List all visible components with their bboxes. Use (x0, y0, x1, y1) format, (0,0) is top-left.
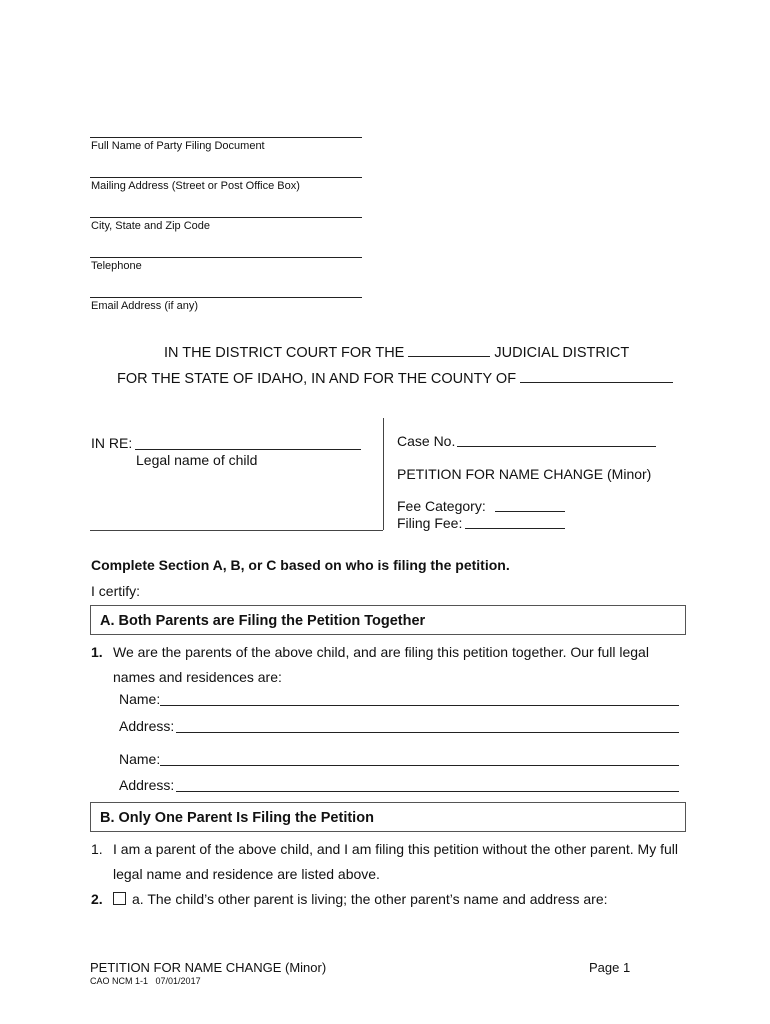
parent-2-name-line[interactable] (160, 765, 679, 766)
other-parent-living-checkbox[interactable] (113, 892, 126, 905)
court-line-1-prefix: IN THE DISTRICT COURT FOR THE (164, 345, 405, 361)
mailing-address-label: Mailing Address (Street or Post Office Box) (91, 180, 300, 192)
filing-fee-line[interactable] (465, 528, 565, 529)
county-blank[interactable] (520, 382, 673, 383)
parent-2-address-label: Address: (119, 777, 175, 793)
footer-title: PETITION FOR NAME CHANGE (Minor) (90, 960, 327, 975)
child-name-label: Legal name of child (136, 452, 258, 468)
section-a-item-line-1: We are the parents of the above child, and are filing this petition together. Our full legal (113, 644, 649, 660)
parent-2-name-label: Name: (119, 751, 161, 767)
section-b-item-2-number: 2. (91, 891, 103, 907)
section-b-item-1-number: 1. (91, 841, 103, 857)
filing-fee-label: Filing Fee: (397, 515, 463, 531)
court-line-1 (164, 345, 629, 361)
telephone-line[interactable] (90, 257, 362, 258)
full-name-line[interactable] (90, 137, 362, 138)
email-line[interactable] (90, 297, 362, 298)
mailing-address-line[interactable] (90, 177, 362, 178)
footer-form-code: CAO NCM 1-1 (90, 976, 149, 986)
parent-1-address-line[interactable] (176, 732, 679, 733)
telephone-label: Telephone (91, 260, 142, 272)
footer-form-id (90, 976, 201, 986)
case-no-line[interactable] (457, 446, 656, 447)
parent-1-name-line[interactable] (160, 705, 679, 706)
court-line-2 (117, 371, 673, 387)
section-b-item-1-line-2: legal name and residence are listed above. (113, 866, 380, 882)
child-name-line[interactable] (135, 449, 361, 450)
section-b-item-1-line-1: I am a parent of the above child, and I am filing this petition without the other parent. My full (113, 841, 678, 857)
section-a-item-line-2: names and residences are: (113, 669, 282, 685)
district-number-blank[interactable] (408, 356, 490, 357)
court-line-1-suffix: JUDICIAL DISTRICT (494, 345, 630, 361)
instructions-heading: Complete Section A, B, or C based on who is filing the petition. (91, 557, 510, 573)
section-a-header (90, 605, 686, 635)
doc-title: PETITION FOR NAME CHANGE (Minor) (397, 466, 652, 482)
caption-divider (383, 418, 384, 530)
city-label: City, State and Zip Code (91, 220, 211, 232)
email-label: Email Address (if any) (91, 300, 198, 312)
section-b-title: B. Only One Parent Is Filing the Petition (100, 810, 374, 826)
certify-text: I certify: (91, 583, 141, 599)
section-a-item-number: 1. (91, 644, 103, 660)
parent-1-name-label: Name: (119, 691, 161, 707)
court-line-2-text: FOR THE STATE OF IDAHO, IN AND FOR THE COUNTY OF (117, 371, 517, 387)
case-no-label: Case No. (397, 433, 456, 449)
parent-1-address-label: Address: (119, 718, 175, 734)
section-a-title: A. Both Parents are Filing the Petition Together (100, 613, 426, 629)
section-b-item-2-text: a. The child’s other parent is living; the other parent’s name and address are: (132, 891, 608, 907)
footer-page-number: Page 1 (589, 960, 631, 975)
fee-category-label: Fee Category: (397, 498, 486, 514)
parent-2-address-line[interactable] (176, 791, 679, 792)
footer-date: 07/01/2017 (155, 976, 201, 986)
fee-category-line[interactable] (495, 511, 565, 512)
city-line[interactable] (90, 217, 362, 218)
full-name-label: Full Name of Party Filing Document (91, 140, 265, 152)
caption-bottom-rule (90, 530, 383, 531)
in-re-label: IN RE: (91, 435, 133, 451)
section-b-header (90, 802, 686, 832)
